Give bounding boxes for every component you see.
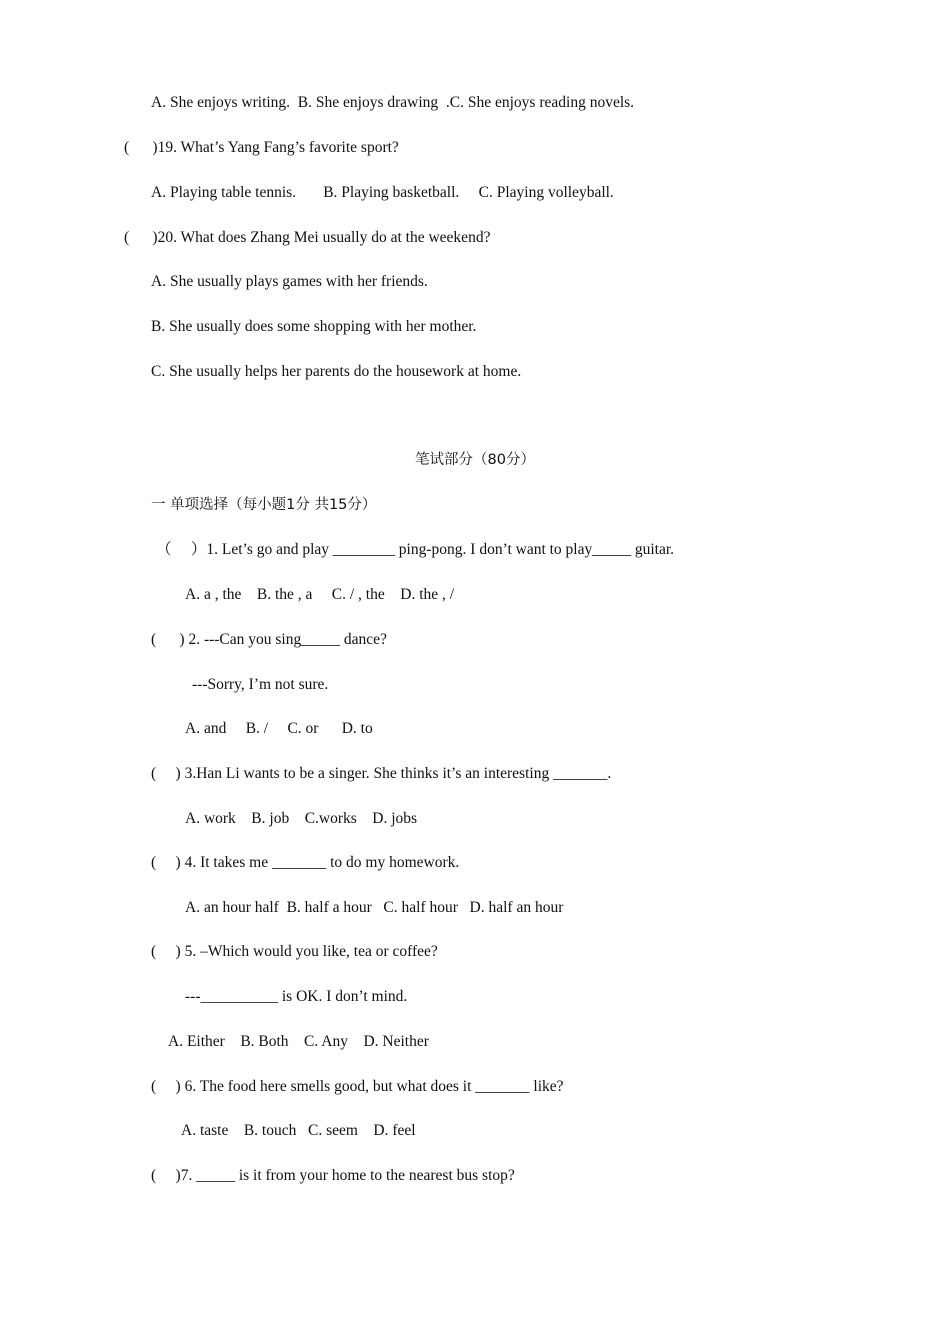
question-7-stem: ( )7. _____ is it from your home to the nearest bus stop? bbox=[151, 1167, 515, 1184]
question-2-options: A. and B. / C. or D. to bbox=[185, 720, 373, 737]
written-section-title: 笔试部分（80分） bbox=[415, 452, 535, 468]
question-3-options: A. work B. job C.works D. jobs bbox=[185, 810, 418, 827]
part-one-title: 一 单项选择（每小题1分 共15分） bbox=[151, 497, 377, 513]
question-3-stem: ( ) 3.Han Li wants to be a singer. She thinks it’s an interesting _______. bbox=[151, 765, 612, 782]
q20-option-b: B. She usually does some shopping with her mother. bbox=[151, 318, 477, 335]
q20-option-a: A. She usually plays games with her friends. bbox=[151, 273, 428, 290]
q19-options: A. Playing table tennis. B. Playing basketball. C. Playing volleyball. bbox=[151, 184, 614, 201]
question-4-options: A. an hour half B. half a hour C. half hour D. half an hour bbox=[185, 899, 564, 916]
question-6-options: A. taste B. touch C. seem D. feel bbox=[181, 1122, 416, 1139]
question-5-options: A. Either B. Both C. Any D. Neither bbox=[168, 1033, 429, 1050]
q18-options: A. She enjoys writing. B. She enjoys drawing .C. She enjoys reading novels. bbox=[151, 94, 635, 111]
question-5-stem: ( ) 5. –Which would you like, tea or coffee? bbox=[151, 943, 438, 960]
question-1-options: A. a , the B. the , a C. / , the D. the , / bbox=[185, 586, 455, 603]
question-2-stem: ( ) 2. ---Can you sing_____ dance? bbox=[151, 631, 387, 648]
q20-question: ( )20. What does Zhang Mei usually do at the weekend? bbox=[124, 229, 491, 246]
q19-question: ( )19. What’s Yang Fang’s favorite sport? bbox=[124, 139, 399, 156]
question-2-reply: ---Sorry, I’m not sure. bbox=[192, 676, 329, 693]
question-1-stem: （ ）1. Let’s go and play ________ ping-pong. I don’t want to play_____ guitar. bbox=[156, 541, 675, 558]
question-6-stem: ( ) 6. The food here smells good, but what does it _______ like? bbox=[151, 1078, 564, 1095]
question-4-stem: ( ) 4. It takes me _______ to do my homework. bbox=[151, 854, 460, 871]
q20-option-c: C. She usually helps her parents do the housework at home. bbox=[151, 363, 522, 380]
question-5-reply: ---__________ is OK. I don’t mind. bbox=[185, 988, 408, 1005]
